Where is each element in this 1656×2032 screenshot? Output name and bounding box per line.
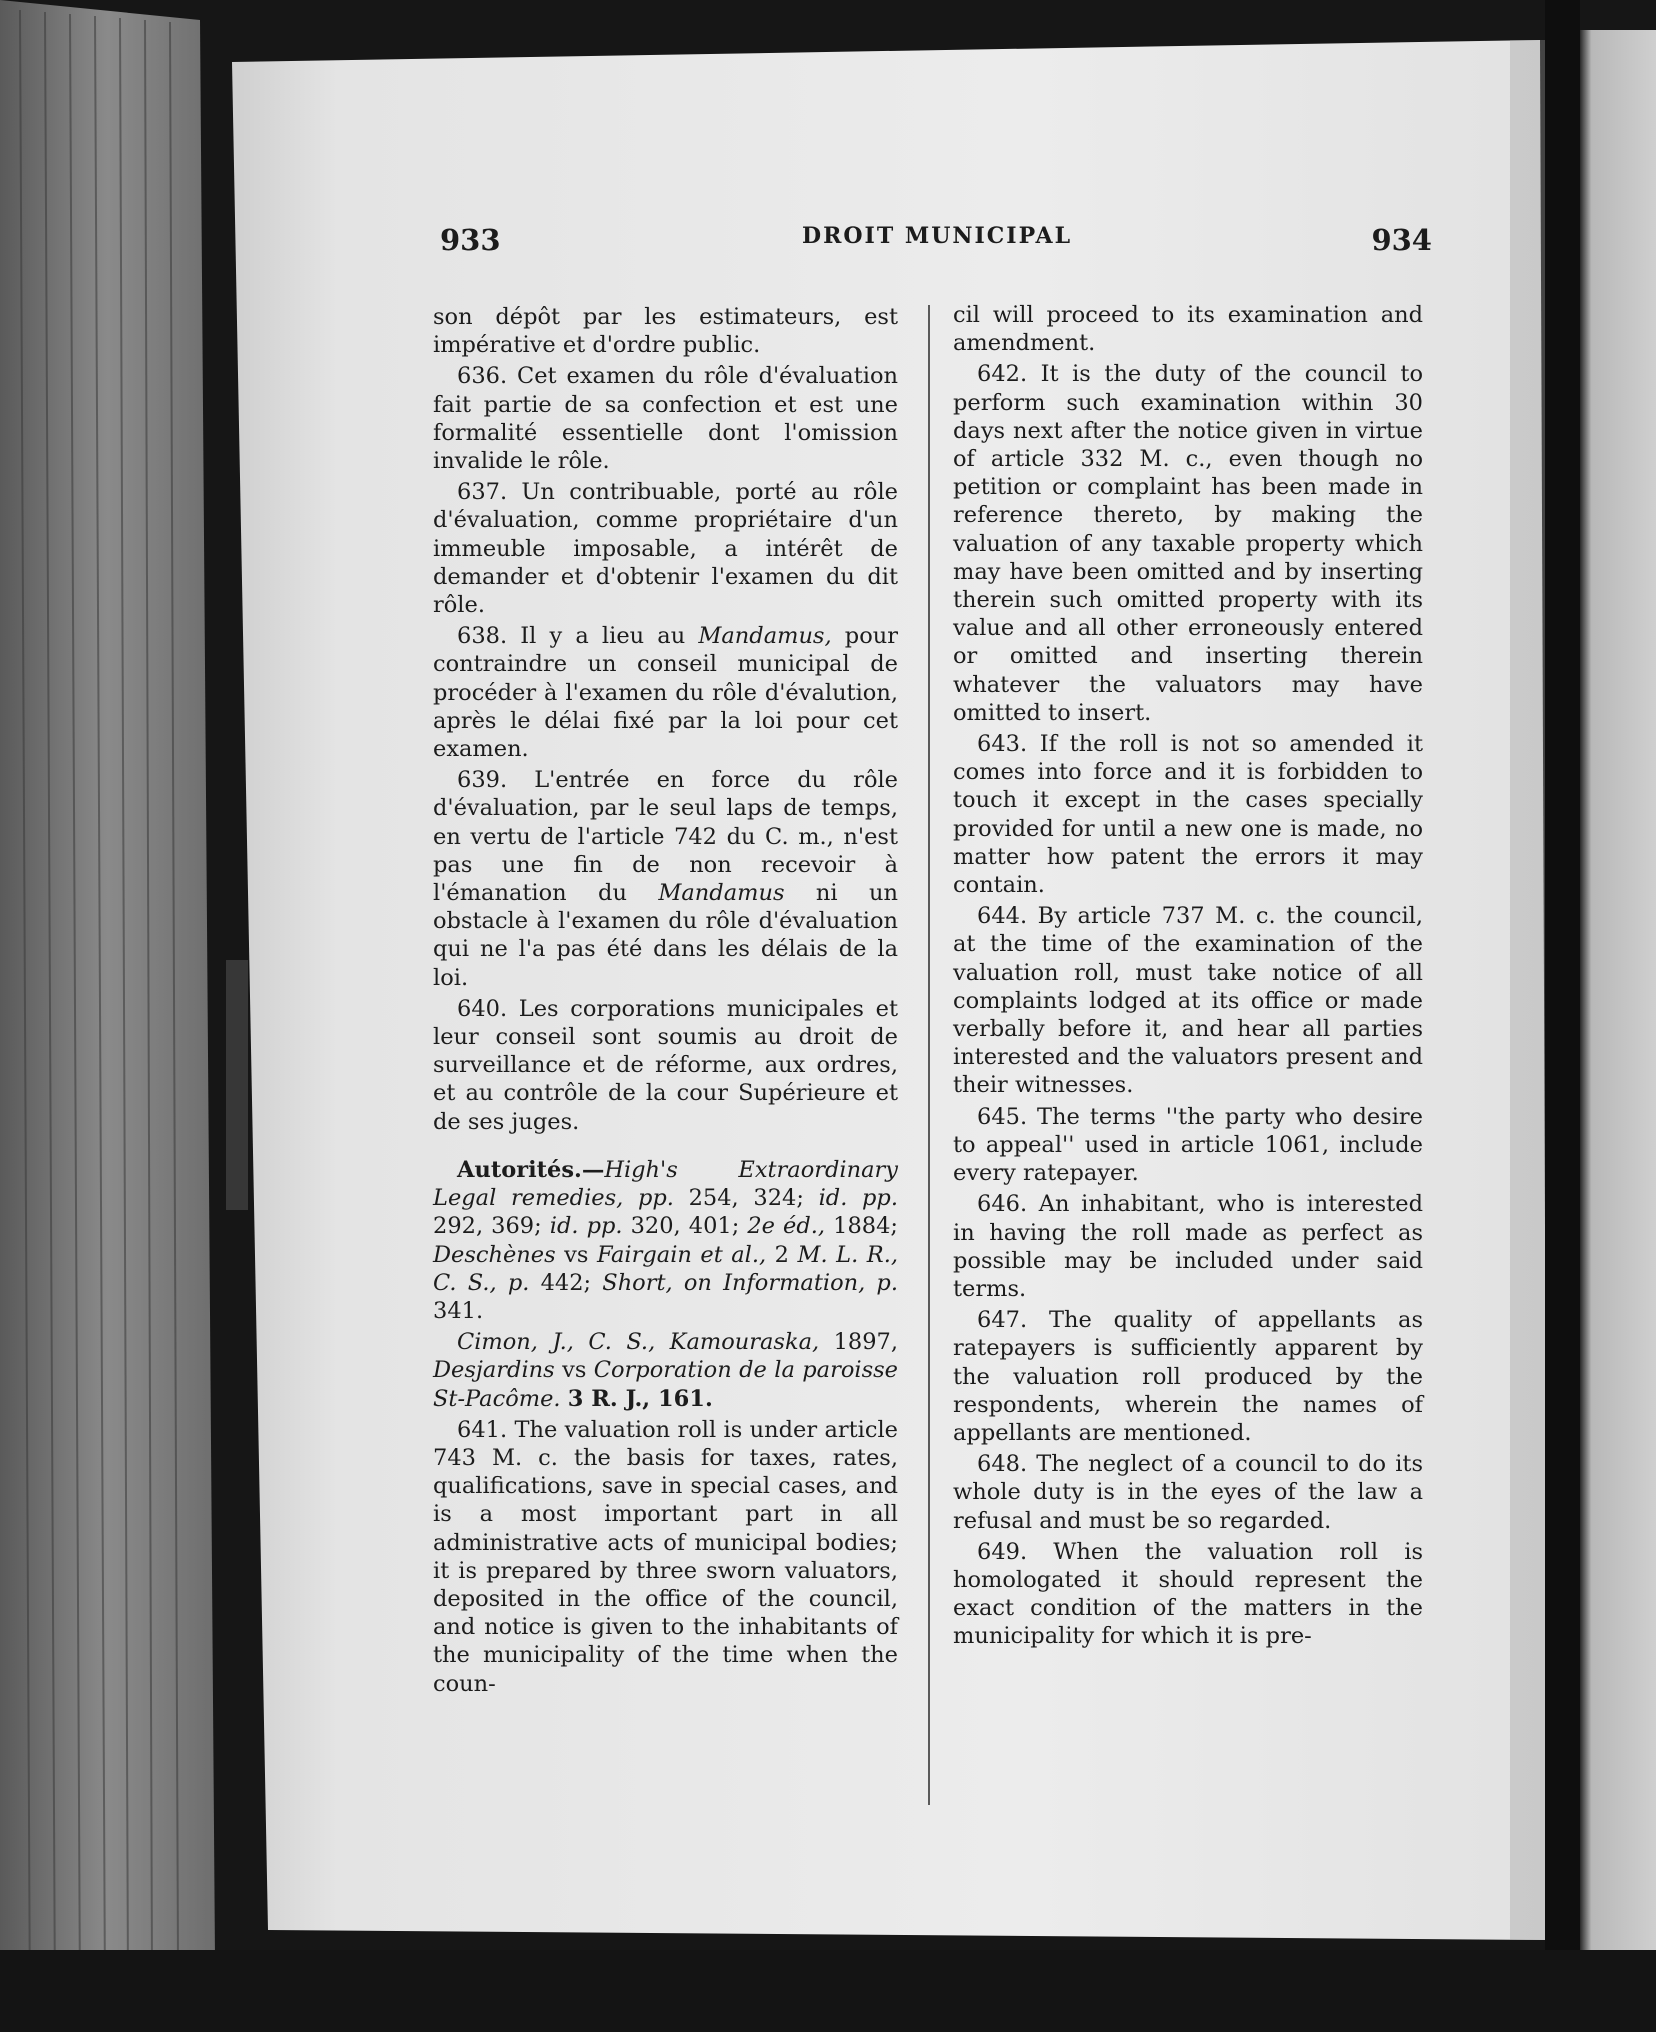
paragraph: 642. It is the duty of the council to perform such examination within 30 days next after the notice given in virtue of article 332 M. c., even though no petition or complaint has been made in reference thereto, by making the valuation of any taxable property which may have been omitted and by inserting therein such omitted property with its value and all other erroneously entered or omitted and inserting therein whatever the valuators may have omitted to insert. — [953, 361, 1423, 726]
text-run: 292, 369; — [433, 1213, 550, 1240]
paragraph: son dépôt par les estimateurs, est impérative et d'ordre public. — [433, 304, 898, 359]
text-run: 341. — [433, 1297, 484, 1324]
paragraph: 637. Un contribuable, porté au rôle d'évaluation, comme propriétaire d'un immeuble imposable, a intérêt de demander et d'obtenir l'examen du dit rôle. — [433, 479, 898, 619]
paragraph: 648. The neglect of a council to do its whole duty is in the eyes of the law a refusal and must be so regarded. — [953, 1451, 1423, 1534]
text-run — [561, 1386, 568, 1412]
text-run: High's Extraordinary Legal remedies, pp. — [433, 1156, 898, 1212]
running-title: DROIT MUNICIPAL — [802, 223, 1073, 249]
text-run: 2 — [766, 1241, 798, 1268]
paragraph — [433, 766, 898, 992]
facing-page — [1580, 30, 1656, 1980]
text-run: vs — [554, 1357, 594, 1384]
page-edges — [0, 0, 215, 2032]
page-number-right: 934 — [1371, 223, 1432, 257]
paragraph — [433, 1156, 898, 1325]
text-run: Fairgain et al., — [596, 1241, 767, 1268]
page-number-left: 933 — [440, 223, 501, 257]
text-run: vs — [555, 1241, 597, 1268]
text-run: 3 R. J., 161. — [567, 1385, 713, 1412]
paragraph: 649. When the valuation roll is homologated it should represent the exact condition of the matters in the municipality for which it is pre- — [953, 1538, 1423, 1650]
text-run: Mandamus, — [698, 623, 832, 650]
text-run: Cimon, J., C. S., Kamouraska, — [457, 1329, 820, 1356]
text-run: id. pp. — [818, 1185, 898, 1212]
paragraph: 643. If the roll is not so amended it comes into force and it is forbidden to touch it except in the cases specially provided for until a new one is made, no matter how patent the errors it may contain. — [953, 731, 1423, 899]
text-run: 639. L'entrée en force du rôle d'évaluation, par le seul laps de temps, en vertu de l'article 742 du C. m., n'est pas une fin de non recevoir à l'émanation du — [433, 767, 898, 907]
paragraph: 641. The valuation roll is under article 743 M. c. the basis for taxes, rates, qualifications, save in special cases, and is a most important part in all administrative acts of municipal bodies; it is prepared by three sworn valuators, deposited in the office of the council, and notice is given to the inhabitants of the municipality of the time when the coun- — [433, 1416, 898, 1697]
text-run: 1897, — [819, 1329, 898, 1356]
text-run: Deschènes — [433, 1241, 556, 1268]
text-run: id. pp. — [549, 1213, 623, 1240]
text-run: Corporation de la paroisse St-Pacôme. — [433, 1357, 898, 1412]
paragraph: 647. The quality of appellants as ratepayers is sufficiently apparent by the valuation roll produced by the respondents, wherein the names of appellants are mentioned. — [953, 1307, 1423, 1446]
text-run: 2e éd., — [747, 1213, 826, 1240]
text-run: Autorités.— — [457, 1156, 605, 1183]
column-divider — [928, 305, 930, 1805]
page-content — [430, 205, 1430, 1895]
text-run: pour contraindre un conseil municipal de procéder à l'examen du rôle d'évalution, après le délai fixé par la loi pour cet examen. — [433, 623, 898, 763]
left-column — [433, 303, 898, 1701]
text-run: 442; — [529, 1269, 603, 1296]
right-column — [953, 301, 1423, 1654]
paragraph — [433, 622, 898, 763]
paragraph: 645. The terms ''the party who desire to appeal'' used in article 1061, include every ratepayer. — [953, 1103, 1423, 1187]
text-run: ni un obstacle à l'examen du rôle d'évaluation qui ne l'a pas été dans les délais de la loi. — [433, 880, 898, 991]
paragraph: 644. By article 737 M. c. the council, at the time of the examination of the valuation roll, must take notice of all complaints lodged at its office or made verbally before it, and hear all parties interested and the valuators present and their witnesses. — [953, 903, 1423, 1099]
gutter — [1545, 0, 1580, 2032]
text-run: 1884; — [825, 1213, 898, 1240]
text-run: Desjardins — [433, 1357, 555, 1384]
paragraph: cil will proceed to its examination and amendment. — [953, 302, 1423, 357]
text-run: M. L. R., C. S., p. — [433, 1241, 899, 1296]
text-run: Short, on Information, p. — [602, 1269, 898, 1296]
paragraph: 636. Cet examen du rôle d'évaluation fait partie de sa confection et est une formalité essentielle dont l'omission invalide le rôle. — [433, 363, 898, 475]
text-run: Mandamus — [658, 880, 785, 907]
paragraph — [433, 1328, 898, 1413]
text-run: 320, 401; — [622, 1213, 748, 1240]
text-run: 254, 324; — [673, 1185, 819, 1212]
paragraph: 646. An inhabitant, who is interested in having the roll made as perfect as possible may be included under said terms. — [953, 1191, 1423, 1302]
text-run: 638. Il y a lieu au — [457, 623, 699, 650]
edge-stamp — [226, 960, 248, 1210]
paragraph: 640. Les corporations municipales et leur conseil sont soumis au droit de surveillance et de réforme, aux ordres, et au contrôle de la cour Supérieure et de ses juges. — [433, 995, 898, 1135]
